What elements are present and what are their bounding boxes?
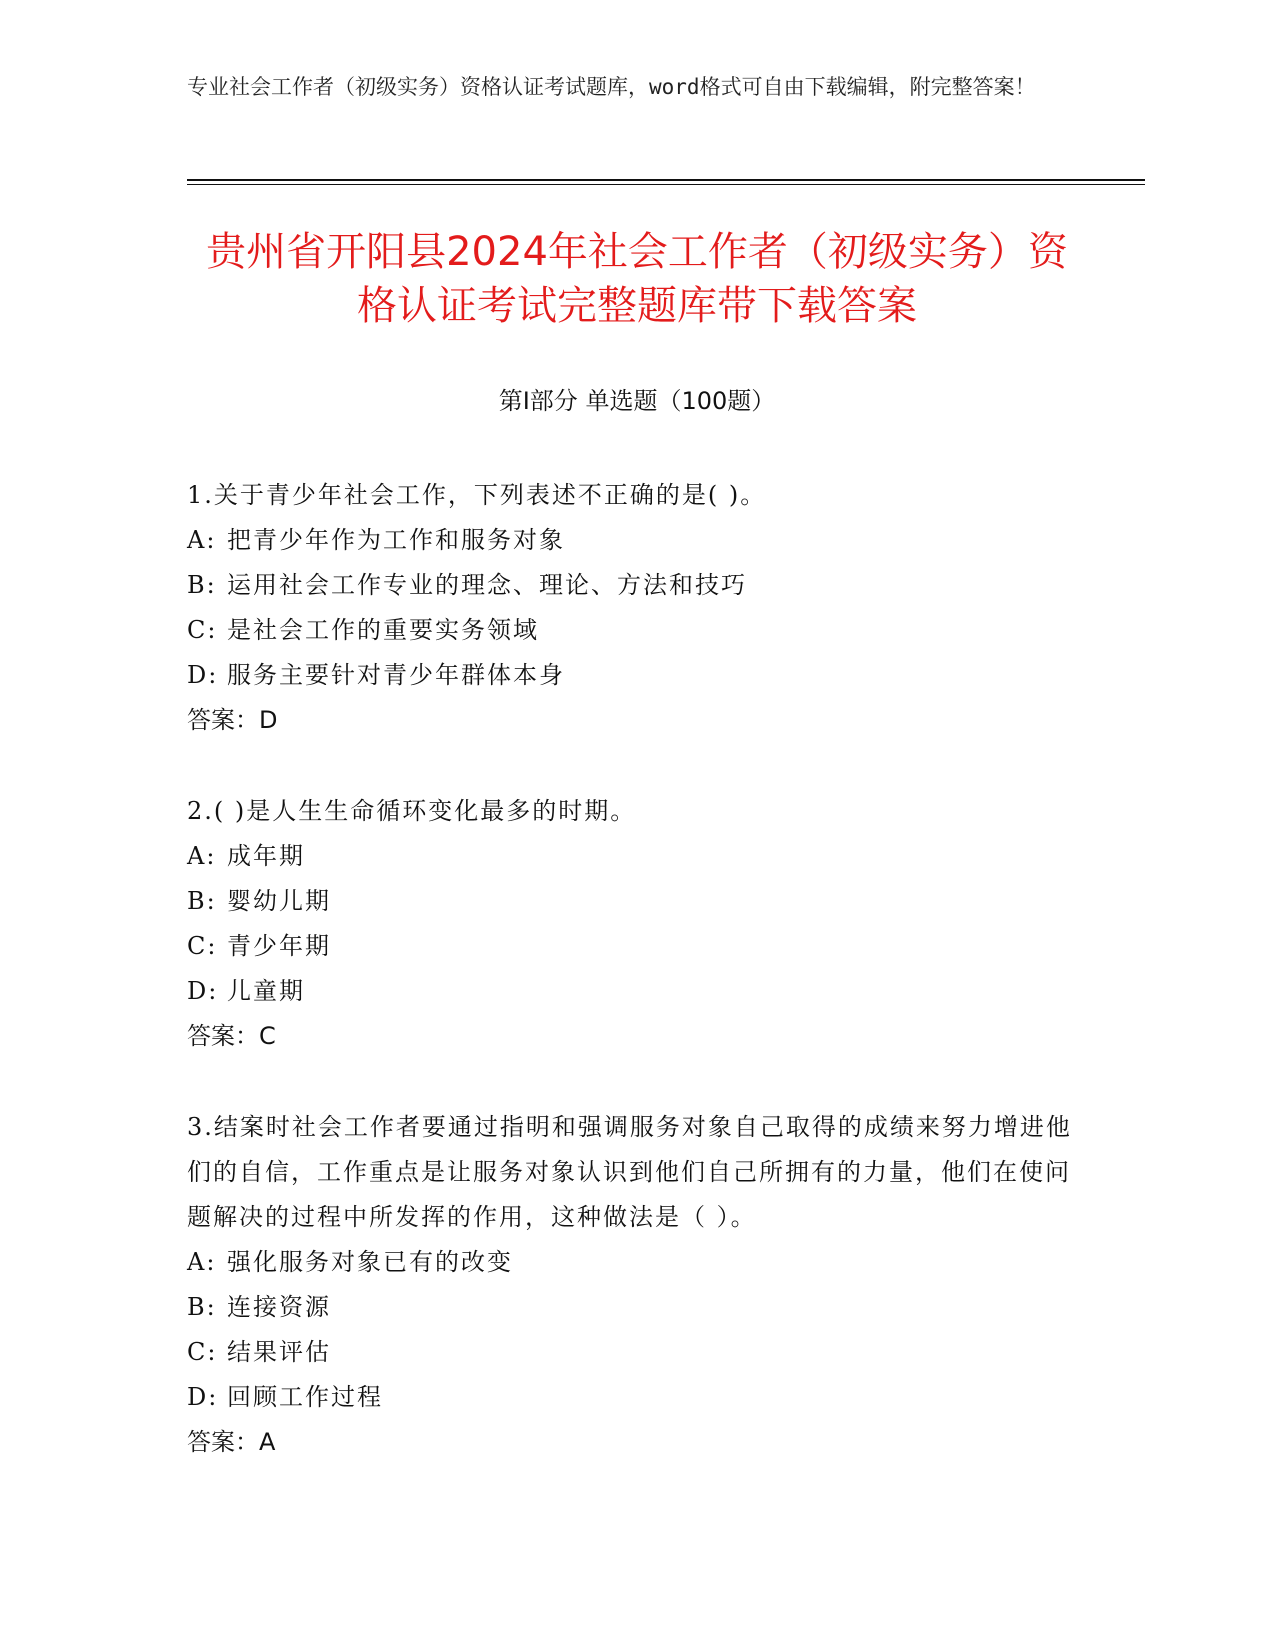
answer-value: D <box>259 706 278 734</box>
option-c <box>187 608 1087 653</box>
option-text: 运用社会工作专业的理念、理论、方法和技巧 <box>227 571 747 599</box>
option-a <box>187 518 1087 563</box>
option-text: 是社会工作的重要实务领域 <box>227 616 539 644</box>
option-d <box>187 653 1087 698</box>
option-text: 服务主要针对青少年群体本身 <box>227 661 565 689</box>
option-letter: A: <box>187 842 217 870</box>
option-letter: B: <box>187 571 217 599</box>
option-letter: D: <box>187 977 219 1005</box>
option-letter: C: <box>187 932 218 960</box>
option-d <box>187 969 1087 1014</box>
option-text: 强化服务对象已有的改变 <box>227 1248 513 1276</box>
option-letter: C: <box>187 1338 218 1366</box>
question-1 <box>187 473 1087 743</box>
option-text: 把青少年作为工作和服务对象 <box>227 526 565 554</box>
header-divider-thick <box>187 179 1145 181</box>
question-stem: 1.关于青少年社会工作，下列表述不正确的是( )。 <box>187 481 767 509</box>
option-b <box>187 563 1087 608</box>
document-title: 贵州省开阳县2024年社会工作者（初级实务）资格认证考试完整题库带下载答案 <box>206 229 1068 329</box>
question-stem: 3.结案时社会工作者要通过指明和强调服务对象自己取得的成绩来努力增进他们的自信，工作重点是让服务对象认识到他们自己所拥有的力量，他们在使问题解决的过程中所发挥的作用，这种做法是（ ）。 <box>187 1113 1072 1231</box>
option-letter: A: <box>187 1248 217 1276</box>
answer-line <box>187 1014 1087 1059</box>
answer-label: 答案： <box>187 706 259 734</box>
option-letter: B: <box>187 1293 217 1321</box>
question-3 <box>187 1105 1087 1465</box>
header-note: 专业社会工作者（初级实务）资格认证考试题库，word格式可自由下载编辑，附完整答案！ <box>187 75 1036 99</box>
option-b <box>187 1285 1087 1330</box>
answer-label: 答案： <box>187 1428 259 1456</box>
answer-line <box>187 1420 1087 1465</box>
option-c <box>187 924 1087 969</box>
option-text: 回顾工作过程 <box>227 1383 383 1411</box>
option-text: 青少年期 <box>227 932 331 960</box>
option-text: 连接资源 <box>227 1293 331 1321</box>
option-text: 儿童期 <box>227 977 305 1005</box>
option-c <box>187 1330 1087 1375</box>
option-text: 结果评估 <box>227 1338 331 1366</box>
answer-label: 答案： <box>187 1022 259 1050</box>
answer-value: A <box>259 1428 276 1456</box>
option-letter: A: <box>187 526 217 554</box>
section-title: 第Ⅰ部分 单选题（100题） <box>498 387 776 415</box>
option-letter: D: <box>187 1383 219 1411</box>
question-2 <box>187 789 1087 1059</box>
option-text: 婴幼儿期 <box>227 887 331 915</box>
option-letter: C: <box>187 616 218 644</box>
option-b <box>187 879 1087 924</box>
option-letter: B: <box>187 887 217 915</box>
option-a <box>187 834 1087 879</box>
option-a <box>187 1240 1087 1285</box>
header-divider-thin <box>187 184 1145 185</box>
option-letter: D: <box>187 661 219 689</box>
answer-value: C <box>259 1022 276 1050</box>
question-list <box>187 473 1087 1511</box>
option-d <box>187 1375 1087 1420</box>
question-stem: 2.( )是人生生命循环变化最多的时期。 <box>187 797 637 825</box>
answer-line <box>187 698 1087 743</box>
option-text: 成年期 <box>227 842 305 870</box>
